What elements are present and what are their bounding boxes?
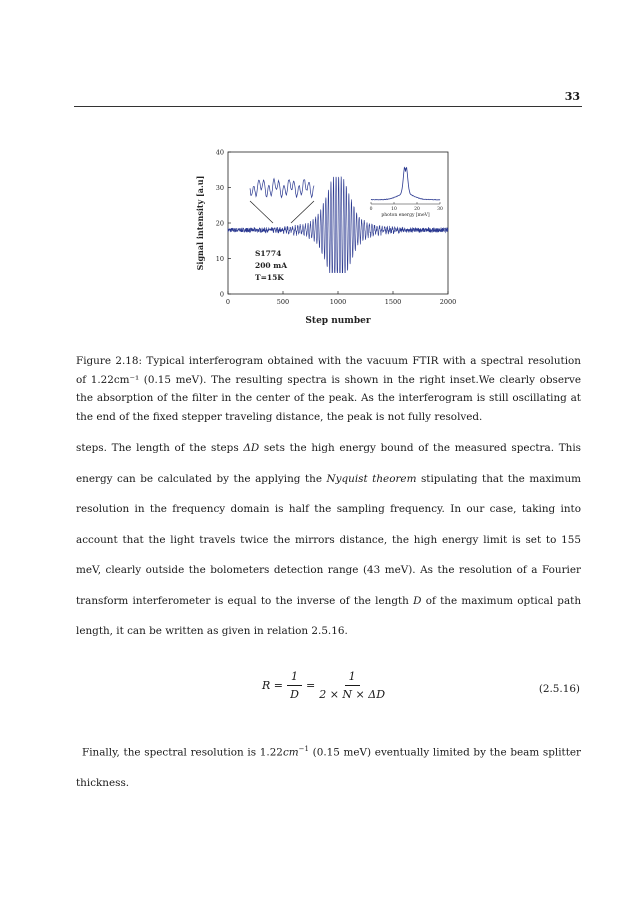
spectrum-inset-trace [371,167,440,199]
fraction-2-denominator: 2 × N × ΔD [319,688,386,701]
body-var-d: D [413,594,422,607]
interferogram-figure [188,140,458,332]
x-tick-label: 2000 [439,298,457,306]
x-tick-label: 1000 [329,298,347,306]
inset-tick-label: 30 [437,207,443,212]
inset-tick-label: 20 [414,207,420,212]
figure-caption: Figure 2.18: Typical interferogram obtained with the vacuum FTIR with a spectral resolution of 1.22cm⁻¹ (0.15 meV). The resulting spectra is shown in the right inset.We clearly observe the absorption of the filter in the center of the peak. As the interferogram is still oscillating at the end of the fixed stepper traveling distance, the peak is not fully resolved. [76,355,581,423]
equation-equals: = [306,679,316,692]
interferogram-trace [228,177,448,273]
fraction-2-numerator: 1 [345,670,360,686]
legend-temperature: T=15K [255,273,284,282]
inset-tick-label: 0 [369,207,373,212]
y-tick-label: 20 [215,219,224,228]
fraction-1-denominator: D [290,688,299,701]
equation-lhs: R = [262,679,283,692]
y-axis-label: Signal intensity [a.u] [195,175,205,271]
inset-tick-label: 10 [391,207,397,212]
zoom-connector-right [291,201,314,223]
x-tick-label: 1500 [384,298,402,306]
page-number: 33 [564,90,580,103]
equation-fraction-1 [287,670,302,701]
y-tick-label: 30 [215,183,224,192]
zoom-inset-trace [250,179,314,198]
body-text-3: stipulating that the maximum resolution in the frequency domain is half the sampling frequency. In our case, taking into account that the light travels twice the mirrors distance, the high energy limit is set to 155 meV, clearly outside the bolometers detection range (43 meV). As the resolution of a Fourier transform interferometer is equal to the inverse of the length [76,472,581,607]
body-nyquist: Nyquist theorem [326,472,417,485]
y-tick-label: 40 [215,148,224,157]
header-rule [74,106,582,107]
equation-fraction-2 [319,670,385,701]
interferogram-chart [188,140,458,332]
final-paragraph [76,734,581,798]
final-unit-exponent: −1 [298,745,309,753]
body-text-1: steps. The length of the steps [76,442,244,454]
x-tick-label: 0 [225,298,231,306]
legend-sample: S1774 [255,249,282,258]
x-tick-label: 500 [276,298,290,306]
x-axis-label: Step number [305,316,371,326]
y-tick-label: 10 [215,254,224,263]
equation-number: (2.5.16) [538,683,580,695]
final-unit: cm [282,746,299,759]
fraction-1-numerator: 1 [287,670,302,686]
zoom-connector-left [250,201,273,223]
body-paragraph [76,433,581,647]
body-var-delta-d: ΔD [243,442,260,454]
inset-axis-label: photon energy [meV] [381,213,430,218]
final-text-1: Finally, the spectral resolution is 1.22 [82,746,283,759]
final-text-2: (0.15 meV) eventually limited by the beam splitter thickness. [76,746,581,789]
body-text-2: sets the high energy bound of the measured spectra. This energy can be calculated by the applying the [76,442,581,485]
y-tick-label: 0 [219,290,224,299]
equation [262,670,389,701]
legend-current: 200 mA [255,261,288,270]
body-text-4: of the maximum optical path length, it can be written as given in relation 2.5.16. [76,594,582,637]
